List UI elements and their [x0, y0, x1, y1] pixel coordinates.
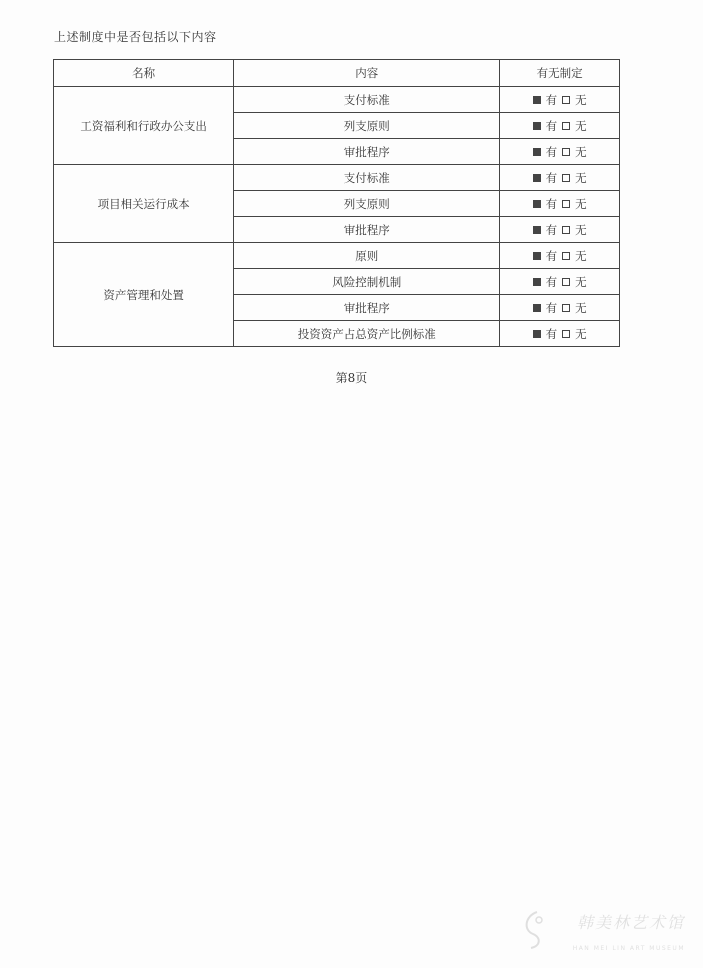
yes-label: 有 [545, 92, 558, 107]
status-options [533, 222, 587, 238]
yes-checkbox[interactable] [533, 278, 541, 286]
page-number: 第8页 [335, 371, 368, 385]
watermark-subtitle: HAN MEI LIN ART MUSEUM [572, 945, 685, 952]
table-body [54, 87, 620, 347]
no-label: 无 [575, 196, 587, 211]
swirl-logo-icon [519, 908, 549, 952]
yes-label: 有 [545, 300, 558, 315]
yes-label: 有 [545, 144, 558, 159]
yes-checkbox[interactable] [533, 148, 541, 156]
no-checkbox[interactable] [562, 226, 570, 234]
status-cell [500, 243, 620, 269]
status-options [533, 92, 587, 108]
table-row [54, 165, 620, 191]
yes-label: 有 [545, 248, 558, 263]
no-checkbox[interactable] [562, 304, 570, 312]
content-cell: 风险控制机制 [234, 269, 500, 295]
no-checkbox[interactable] [562, 330, 570, 338]
status-options [533, 300, 587, 316]
no-checkbox[interactable] [562, 278, 570, 286]
yes-label: 有 [545, 274, 558, 289]
table-row [54, 87, 620, 113]
content-cell: 审批程序 [234, 139, 500, 165]
status-cell [500, 295, 620, 321]
no-checkbox[interactable] [562, 96, 570, 104]
policy-table [53, 59, 620, 347]
yes-checkbox[interactable] [533, 252, 541, 260]
status-cell [500, 87, 620, 113]
status-cell [500, 217, 620, 243]
status-cell [500, 165, 620, 191]
yes-label: 有 [545, 196, 558, 211]
no-label: 无 [575, 118, 587, 133]
yes-checkbox[interactable] [533, 330, 541, 338]
yes-checkbox[interactable] [533, 96, 541, 104]
yes-label: 有 [545, 222, 558, 237]
yes-label: 有 [545, 118, 558, 133]
no-label: 无 [575, 248, 587, 263]
group-name-cell: 工资福利和行政办公支出 [54, 87, 234, 165]
no-label: 无 [575, 170, 587, 185]
status-cell [500, 269, 620, 295]
no-label: 无 [575, 92, 587, 107]
content-cell: 支付标准 [234, 87, 500, 113]
status-options [533, 248, 587, 264]
no-label: 无 [575, 144, 587, 159]
yes-checkbox[interactable] [533, 200, 541, 208]
status-cell [500, 321, 620, 347]
museum-watermark [519, 904, 689, 954]
content-cell: 投资资产占总资产比例标准 [234, 321, 500, 347]
content-cell: 列支原则 [234, 191, 500, 217]
table-header-row [54, 60, 620, 87]
no-label: 无 [575, 326, 587, 341]
content-cell: 列支原则 [234, 113, 500, 139]
no-checkbox[interactable] [562, 174, 570, 182]
status-options [533, 118, 587, 134]
status-cell [500, 191, 620, 217]
status-options [533, 274, 587, 290]
status-options [533, 326, 587, 342]
no-checkbox[interactable] [562, 148, 570, 156]
yes-checkbox[interactable] [533, 174, 541, 182]
yes-checkbox[interactable] [533, 226, 541, 234]
content-cell: 审批程序 [234, 217, 500, 243]
watermark-script: 韩美林艺术馆 [576, 913, 685, 932]
status-options [533, 170, 587, 186]
content-cell: 原则 [234, 243, 500, 269]
group-name-cell: 资产管理和处置 [54, 243, 234, 347]
table-row [54, 243, 620, 269]
status-cell [500, 113, 620, 139]
yes-label: 有 [545, 170, 558, 185]
no-checkbox[interactable] [562, 200, 570, 208]
header-status: 有无制定 [500, 60, 620, 87]
header-name: 名称 [54, 60, 234, 87]
header-content: 内容 [234, 60, 500, 87]
intro-text: 上述制度中是否包括以下内容 [54, 30, 217, 44]
no-label: 无 [575, 222, 587, 237]
no-label: 无 [575, 274, 587, 289]
content-cell: 支付标准 [234, 165, 500, 191]
yes-checkbox[interactable] [533, 122, 541, 130]
content-cell: 审批程序 [234, 295, 500, 321]
no-checkbox[interactable] [562, 252, 570, 260]
yes-label: 有 [545, 326, 558, 341]
no-checkbox[interactable] [562, 122, 570, 130]
yes-checkbox[interactable] [533, 304, 541, 312]
no-label: 无 [575, 300, 587, 315]
status-cell [500, 139, 620, 165]
group-name-cell: 项目相关运行成本 [54, 165, 234, 243]
status-options [533, 196, 587, 212]
status-options [533, 144, 587, 160]
